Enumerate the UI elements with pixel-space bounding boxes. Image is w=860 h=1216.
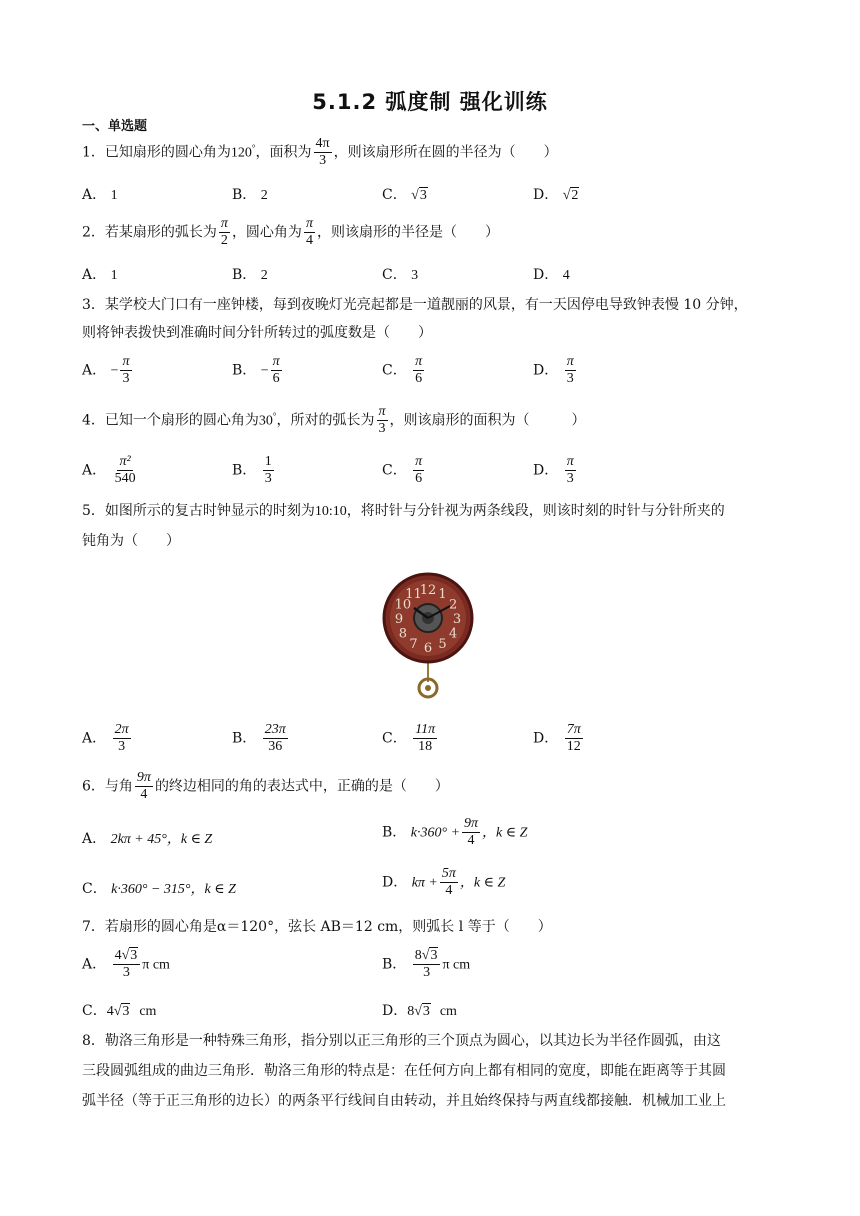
clock-numeral: 4 bbox=[448, 626, 458, 642]
q4-text-post: ，则该扇形的面积为（ ） bbox=[389, 412, 586, 429]
option-expression: kπ + bbox=[411, 875, 438, 891]
q2-option-d[interactable] bbox=[533, 264, 570, 284]
frac-den: 4 bbox=[140, 787, 148, 803]
q6-option-a[interactable] bbox=[82, 828, 212, 848]
frac-num: 1 bbox=[263, 454, 274, 471]
frac-num: 9π bbox=[135, 770, 153, 787]
q5-option-d[interactable] bbox=[533, 722, 585, 755]
option-label: C． bbox=[382, 362, 407, 379]
q1-option-c[interactable] bbox=[382, 184, 428, 204]
option-expression: k·360° + bbox=[410, 825, 461, 841]
frac-den: 4 bbox=[305, 233, 313, 249]
option-value: 4 bbox=[562, 268, 570, 283]
option-label: D． bbox=[533, 267, 559, 283]
sqrt-expression: √3 bbox=[421, 948, 438, 963]
frac-den: 3 bbox=[122, 371, 130, 387]
frac-den: 3 bbox=[566, 471, 574, 487]
q7-option-c[interactable] bbox=[82, 1000, 156, 1020]
frac-den: 3 bbox=[118, 739, 126, 755]
option-fraction bbox=[565, 354, 576, 387]
option-label: A． bbox=[82, 362, 107, 379]
frac-den: 3 bbox=[122, 965, 130, 981]
q2-text-pre: 2．若某扇形的弧长为 bbox=[82, 224, 217, 241]
frac-num bbox=[413, 948, 441, 965]
page-title: 5.1.2 弧度制 强化训练 bbox=[312, 90, 548, 114]
option-expression: k·360° − 315° bbox=[111, 882, 191, 897]
q5-option-c[interactable] bbox=[382, 722, 439, 755]
clock-numeral: 11 bbox=[405, 586, 422, 602]
option-label: B． bbox=[232, 730, 257, 747]
option-value: 1 bbox=[110, 268, 118, 283]
coefficient: 8 bbox=[407, 1004, 415, 1019]
option-fraction bbox=[271, 354, 282, 387]
option-fraction bbox=[462, 816, 480, 849]
q5-text-post: ，将时针与分针视为两条线段，则该时刻的时针与分针所夹的 bbox=[346, 503, 725, 519]
clock-numeral: 5 bbox=[438, 637, 447, 653]
frac-den: 6 bbox=[272, 371, 280, 387]
frac-den: 540 bbox=[114, 471, 136, 487]
option-fraction bbox=[113, 722, 131, 755]
option-label: D． bbox=[382, 1003, 408, 1019]
q6-option-b[interactable] bbox=[382, 816, 527, 849]
option-sign: − bbox=[260, 363, 269, 379]
question-3-line-1: 3．某学校大门口有一座钟楼，每到夜晚灯光亮起都是一道靓丽的风景，有一天因停电导致钟表慢 10 分钟， bbox=[82, 297, 748, 313]
q4-text-mid: ，所对的弧长为 bbox=[276, 412, 375, 429]
q2-text-post: ，则该扇形的半径是（ ） bbox=[316, 224, 499, 241]
option-fraction bbox=[413, 454, 424, 487]
q2-option-c[interactable] bbox=[382, 264, 418, 284]
q2-angle-fraction bbox=[304, 216, 315, 249]
radicand: 3 bbox=[130, 948, 138, 963]
frac-num: 23π bbox=[263, 722, 288, 739]
q6-option-d[interactable] bbox=[382, 866, 505, 899]
question-8-line-2: 三段圆弧组成的曲边三角形．勒洛三角形的特点是：在任何方向上都有相同的宽度，即能在距离等于其圆 bbox=[82, 1063, 726, 1079]
clock-numeral: 10 bbox=[394, 597, 412, 613]
option-tail: ，k ∈ Z bbox=[190, 882, 236, 897]
frac-num bbox=[113, 948, 141, 965]
q1-frac-num: 4π bbox=[314, 136, 332, 153]
option-fraction bbox=[413, 722, 437, 755]
q4-option-b[interactable] bbox=[232, 454, 276, 487]
q3-option-c[interactable] bbox=[382, 354, 426, 387]
question-5-line-1 bbox=[82, 500, 725, 520]
sqrt-expression: √3 bbox=[113, 1004, 130, 1019]
clock-numeral: 8 bbox=[398, 626, 408, 642]
question-8-line-3: 弧半径（等于正三角形的边长）的两条平行线间自由转动，并且始终保持与两直线都接触．机械加工业上 bbox=[82, 1093, 726, 1109]
option-label: A． bbox=[82, 956, 107, 973]
question-4-stem bbox=[82, 404, 586, 437]
option-value: 2 bbox=[260, 268, 268, 283]
q5-text-pre: 5．如图所示的复古时钟显示的时刻为 bbox=[82, 503, 315, 519]
frac-den: 4 bbox=[467, 833, 475, 849]
q1-option-d[interactable] bbox=[533, 184, 579, 204]
clock-numeral: 9 bbox=[394, 612, 404, 627]
option-label: D． bbox=[533, 187, 559, 203]
option-label: B． bbox=[232, 462, 257, 479]
frac-den: 2 bbox=[220, 233, 228, 249]
option-label: C． bbox=[382, 462, 407, 479]
frac-num: π bbox=[413, 454, 424, 471]
q7-option-d[interactable] bbox=[382, 1000, 457, 1020]
frac-den: 12 bbox=[566, 739, 581, 755]
option-expression: 2kπ + 45° bbox=[110, 832, 167, 847]
q4-option-a[interactable] bbox=[82, 454, 140, 487]
q4-option-d[interactable] bbox=[533, 454, 578, 487]
frac-num: π bbox=[219, 216, 230, 233]
frac-den: 3 bbox=[423, 965, 431, 981]
frac-num: 5π bbox=[440, 866, 458, 883]
q6-text-pre: 6．与角 bbox=[82, 778, 133, 795]
frac-num: 7π bbox=[565, 722, 583, 739]
option-label: C． bbox=[382, 267, 407, 283]
clock-numeral: 6 bbox=[423, 641, 433, 656]
option-tail: ，k ∈ Z bbox=[166, 832, 213, 847]
frac-den: 3 bbox=[264, 471, 272, 487]
clock-numeral: 12 bbox=[419, 583, 437, 598]
q1-text-post: ，则该扇形所在圆的半径为（ ） bbox=[333, 144, 558, 161]
frac-den: 3 bbox=[378, 421, 386, 437]
q3-option-b[interactable] bbox=[232, 354, 284, 387]
frac-num: π bbox=[565, 454, 576, 471]
q1-deg: ° bbox=[251, 142, 256, 153]
q6-text-post: 的终边相同的角的表达式中，正确的是（ ） bbox=[154, 778, 449, 795]
q1-area-fraction bbox=[314, 136, 332, 169]
option-value: 1 bbox=[110, 188, 118, 203]
sqrt-expression: √2 bbox=[562, 188, 579, 203]
option-label: A． bbox=[82, 187, 107, 203]
question-8-line-1: 8．勒洛三角形是一种特殊三角形，指分别以正三角形的三个顶点为圆心，以其边长为半径作圆弧，由这 bbox=[82, 1033, 721, 1049]
frac-den: 6 bbox=[415, 371, 423, 387]
q1-text-pre: 1．已知扇形的圆心角为 bbox=[82, 144, 231, 161]
sqrt-expression: √3 bbox=[411, 188, 427, 203]
q1-option-a[interactable] bbox=[82, 184, 118, 204]
option-fraction bbox=[113, 454, 138, 487]
option-label: B． bbox=[382, 956, 407, 973]
q5-time: 10:10 bbox=[314, 504, 347, 519]
q2-option-b[interactable] bbox=[232, 264, 268, 284]
option-label: D． bbox=[533, 730, 559, 747]
radicand: 3 bbox=[122, 1004, 130, 1019]
q2-arc-fraction bbox=[219, 216, 230, 249]
option-label: D． bbox=[533, 462, 559, 479]
option-fraction bbox=[263, 722, 288, 755]
q1-option-b[interactable] bbox=[232, 184, 268, 204]
radicand: 3 bbox=[430, 948, 438, 963]
frac-den: 6 bbox=[415, 471, 423, 487]
option-tail: ，k ∈ Z bbox=[482, 825, 528, 841]
option-unit: cm bbox=[439, 1004, 457, 1019]
option-label: A． bbox=[82, 730, 107, 747]
option-fraction bbox=[120, 354, 131, 387]
option-fraction bbox=[113, 948, 141, 981]
option-unit: π cm bbox=[142, 957, 170, 973]
coefficient: 8 bbox=[414, 948, 422, 963]
clock-numeral: 7 bbox=[409, 637, 418, 653]
q4-arc-fraction bbox=[377, 404, 388, 437]
coefficient: 4 bbox=[114, 948, 122, 963]
clock-numeral: 1 bbox=[438, 586, 447, 602]
frac-num: 11π bbox=[413, 722, 437, 739]
clock-numeral: 3 bbox=[452, 612, 462, 627]
question-3-line-2: 则将钟表拨快到准确时间分针所转过的弧度数是（ ） bbox=[82, 325, 432, 341]
frac-num: π² bbox=[117, 454, 132, 471]
option-fraction bbox=[565, 722, 583, 755]
radicand: 3 bbox=[422, 1004, 430, 1019]
frac-den: 4 bbox=[445, 883, 453, 899]
option-fraction bbox=[565, 454, 576, 487]
question-6-stem bbox=[82, 770, 449, 803]
q5-option-a[interactable] bbox=[82, 722, 133, 755]
q1-angle: 120 bbox=[230, 145, 252, 161]
frac-num: 9π bbox=[462, 816, 480, 833]
option-label: B． bbox=[232, 267, 257, 283]
frac-num: π bbox=[271, 354, 282, 371]
option-unit: π cm bbox=[442, 957, 471, 973]
option-label: C． bbox=[82, 1003, 107, 1019]
q7-option-a[interactable] bbox=[82, 948, 170, 981]
q6-angle-fraction bbox=[135, 770, 153, 803]
q4-text-pre: 4．已知一个扇形的圆心角为 bbox=[82, 412, 259, 429]
option-sign: − bbox=[110, 363, 119, 379]
q7-option-b[interactable] bbox=[382, 948, 470, 981]
option-fraction bbox=[413, 354, 424, 387]
section-heading: 一、单选题 bbox=[82, 119, 148, 134]
q3-option-d[interactable] bbox=[533, 354, 578, 387]
option-label: C． bbox=[382, 730, 407, 747]
question-5-line-2: 钝角为（ ） bbox=[82, 533, 180, 549]
sqrt-expression: √3 bbox=[414, 1004, 430, 1019]
frac-den: 18 bbox=[418, 739, 433, 755]
option-tail: ，k ∈ Z bbox=[459, 875, 506, 891]
option-fraction bbox=[263, 454, 274, 487]
q1-frac-den: 3 bbox=[319, 153, 327, 169]
q4-option-c[interactable] bbox=[382, 454, 426, 487]
coefficient: 4 bbox=[106, 1004, 114, 1019]
option-label: C． bbox=[82, 881, 107, 897]
radicand: 3 bbox=[419, 188, 427, 203]
option-label: A． bbox=[82, 462, 107, 479]
option-label: D． bbox=[533, 362, 559, 379]
frac-num: π bbox=[377, 404, 388, 421]
sqrt-expression: √3 bbox=[121, 948, 138, 963]
q2-text-mid: ，圆心角为 bbox=[231, 224, 302, 241]
q5-option-b[interactable] bbox=[232, 722, 290, 755]
option-value: 2 bbox=[260, 188, 268, 203]
frac-num: π bbox=[304, 216, 315, 233]
retro-clock-figure bbox=[380, 570, 480, 700]
q4-deg: ° bbox=[272, 410, 277, 421]
option-label: A． bbox=[82, 831, 107, 847]
option-label: A． bbox=[82, 267, 107, 283]
radicand: 2 bbox=[571, 188, 579, 203]
frac-num: π bbox=[413, 354, 424, 371]
question-2-stem bbox=[82, 216, 499, 249]
frac-den: 36 bbox=[268, 739, 283, 755]
option-label: B． bbox=[382, 824, 407, 841]
q4-angle: 30 bbox=[258, 413, 273, 429]
option-value: 3 bbox=[411, 268, 419, 283]
q2-option-a[interactable] bbox=[82, 264, 118, 284]
q1-text-mid: ，面积为 bbox=[255, 144, 312, 161]
question-1-stem bbox=[82, 136, 558, 169]
clock-numeral: 2 bbox=[448, 597, 458, 613]
option-label: D． bbox=[382, 874, 408, 891]
option-fraction bbox=[413, 948, 441, 981]
option-label: B． bbox=[232, 187, 257, 203]
frac-num: π bbox=[120, 354, 131, 371]
option-label: B． bbox=[232, 362, 257, 379]
q6-option-c[interactable] bbox=[82, 878, 236, 898]
question-7-stem: 7．若扇形的圆心角是α＝120°，弦长 AB＝12 cm，则弧长 l 等于（ ） bbox=[82, 919, 552, 935]
option-label: C． bbox=[382, 187, 407, 203]
frac-num: π bbox=[565, 354, 576, 371]
option-unit: cm bbox=[139, 1004, 157, 1019]
frac-den: 3 bbox=[566, 371, 574, 387]
q3-option-a[interactable] bbox=[82, 354, 134, 387]
option-fraction bbox=[440, 866, 458, 899]
frac-num: 2π bbox=[113, 722, 131, 739]
